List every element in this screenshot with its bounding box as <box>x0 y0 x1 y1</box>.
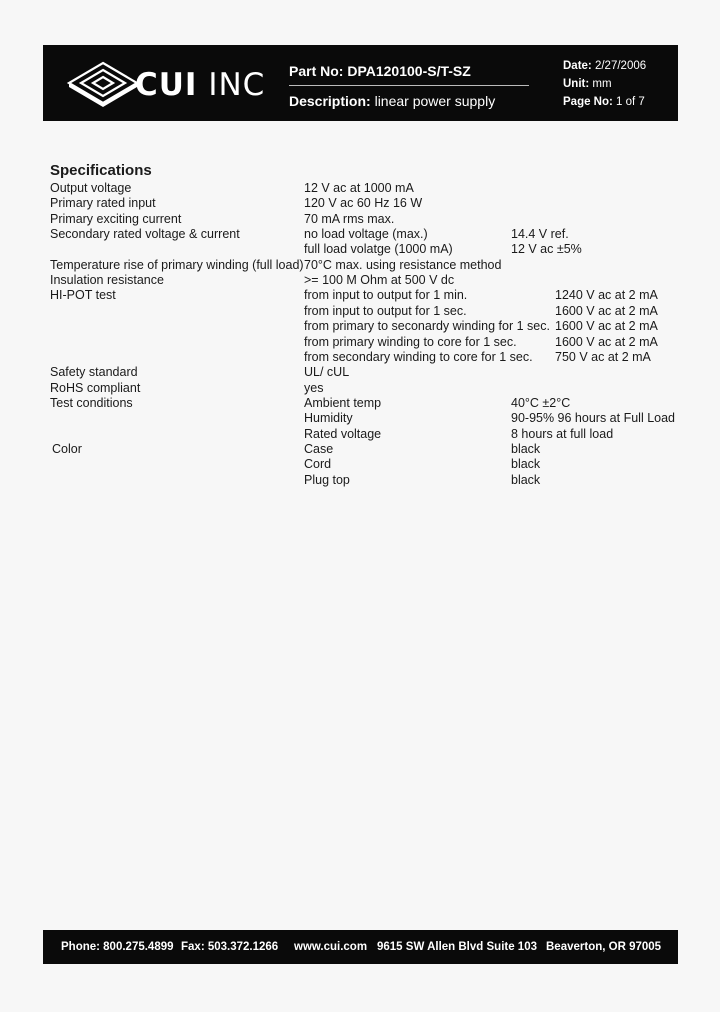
footer-phone: Phone: 800.275.4899 <box>61 941 174 953</box>
date <box>563 60 646 72</box>
footer-city: Beaverton, OR 97005 <box>546 941 662 953</box>
spec-value-detail: 12 V ac ±5% <box>511 242 582 256</box>
spec-label: HI-POT test <box>50 288 116 302</box>
spec-value: from input to output for 1 min. <box>304 288 468 302</box>
spec-value-detail: black <box>511 442 541 456</box>
spec-value: from primary to seconardy winding for 1 sec. <box>304 319 550 333</box>
spec-value: UL/ cUL <box>304 365 350 379</box>
header-divider <box>289 85 529 86</box>
spec-value-detail: 1600 V ac at 2 mA <box>555 335 658 349</box>
spec-value: 70°C max. using resistance method <box>304 258 502 272</box>
spec-value: from input to output for 1 sec. <box>304 304 467 318</box>
description-label: Description: <box>289 93 371 109</box>
spec-value: from secondary winding to core for 1 sec. <box>304 350 533 364</box>
company-logo-text: CUI INC <box>135 67 266 103</box>
document-header <box>43 45 678 121</box>
description <box>289 93 495 109</box>
part-number-value: DPA120100-S/T-SZ <box>347 63 471 79</box>
spec-value-detail: 1240 V ac at 2 mA <box>555 288 658 302</box>
unit-label: Unit: <box>563 78 590 90</box>
date-label: Date: <box>563 60 592 72</box>
page-number <box>563 96 645 108</box>
cui-logo-icon <box>63 59 143 109</box>
spec-label: Color <box>52 442 82 456</box>
unit <box>563 78 612 90</box>
spec-value: Humidity <box>304 411 353 425</box>
spec-value: 70 mA rms max. <box>304 212 395 226</box>
spec-value-detail: black <box>511 457 541 471</box>
spec-value: Case <box>304 442 334 456</box>
spec-value: 120 V ac 60 Hz 16 W <box>304 196 423 210</box>
spec-value: Rated voltage <box>304 427 382 441</box>
spec-label: Primary exciting current <box>50 212 182 226</box>
spec-label: Test conditions <box>50 396 133 410</box>
part-number-label: Part No: <box>289 63 344 79</box>
spec-label: Temperature rise of primary winding (full load) <box>50 258 304 272</box>
spec-value: 12 V ac at 1000 mA <box>304 181 414 195</box>
spec-value-detail: 1600 V ac at 2 mA <box>555 304 658 318</box>
footer-address: 9615 SW Allen Blvd Suite 103 <box>377 941 537 953</box>
spec-value: full load volatge (1000 mA) <box>304 242 453 256</box>
spec-label: RoHS compliant <box>50 381 141 395</box>
spec-value: Ambient temp <box>304 396 382 410</box>
spec-value-detail: 1600 V ac at 2 mA <box>555 319 658 333</box>
page-label: Page No: <box>563 96 613 108</box>
spec-value: Plug top <box>304 473 350 487</box>
date-value: 2/27/2006 <box>594 60 647 72</box>
spec-label: Output voltage <box>50 181 132 195</box>
spec-value-detail: 40°C ±2°C <box>511 396 571 410</box>
document-footer <box>43 930 678 964</box>
spec-value-detail: 90-95% 96 hours at Full Load <box>511 411 675 425</box>
spec-value-detail: 8 hours at full load <box>511 427 614 441</box>
spec-value: Cord <box>304 457 332 471</box>
description-value: linear power supply <box>374 93 496 109</box>
spec-value-detail: 750 V ac at 2 mA <box>555 350 651 364</box>
spec-value: >= 100 M Ohm at 500 V dc <box>304 273 455 287</box>
spec-label: Primary rated input <box>50 196 156 210</box>
spec-label: Safety standard <box>50 365 138 379</box>
footer-website[interactable]: www.cui.com <box>294 941 368 953</box>
spec-value-detail: 14.4 V ref. <box>511 227 569 241</box>
spec-value: yes <box>304 381 324 395</box>
spec-value: from primary winding to core for 1 sec. <box>304 335 517 349</box>
spec-value: no load voltage (max.) <box>304 227 428 241</box>
spec-value-detail: black <box>511 473 541 487</box>
spec-label: Insulation resistance <box>50 273 164 287</box>
unit-value: mm <box>592 78 612 90</box>
page-value: 1 of 7 <box>616 96 645 108</box>
section-title: Specifications <box>50 162 152 179</box>
spec-label: Secondary rated voltage & current <box>50 227 240 241</box>
footer-fax: Fax: 503.372.1266 <box>181 941 279 953</box>
part-number <box>289 63 471 79</box>
